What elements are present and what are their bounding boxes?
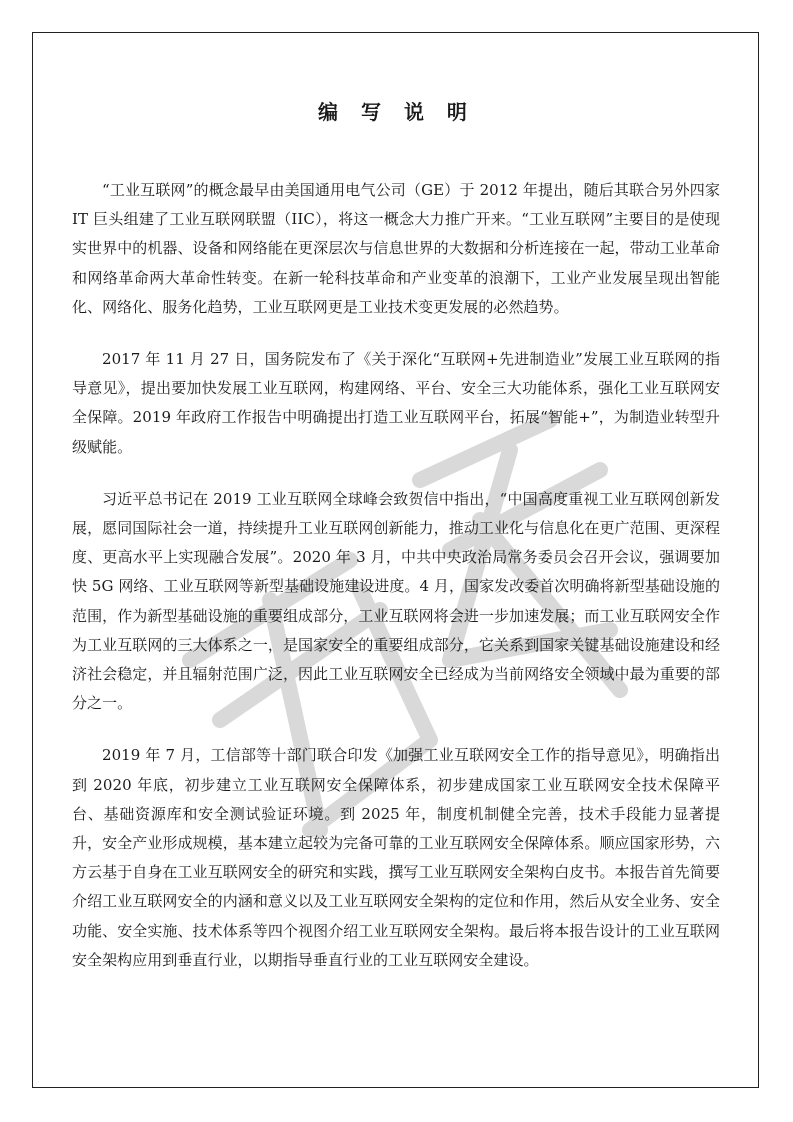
paragraph-4: 2019 年 7 月，工信部等十部门联合印发《加强工业互联网安全工作的指导意见》，明确指出到 2020 年底，初步建立工业互联网安全保障体系，初步建成国家工业互联网安全技术保障平台、基础资源库和安全测试验证环境。到 2025 年，制度机制健全完善，技术手段能力显著提升，安全产业形成规模，基本建立起较为完备可靠的工业互联网安全保障体系。顺应国家形势，六方云基于自身在工业互联网安全的研究和实践，撰写工业互联网安全架构白皮书。本报告首先简要介绍工业互联网安全的内涵和意义以及工业互联网安全架构的定位和作用，然后从安全业务、安全功能、安全实施、技术体系等四个视图介绍工业互联网安全架构。最后将本报告设计的工业互联网安全架构应用到垂直行业，以期指导垂直行业的工业互联网安全建设。 [72, 746, 720, 969]
document-body [72, 176, 720, 998]
paragraph-2: 2017 年 11 月 27 日，国务院发布了《关于深化“互联网+先进制造业”发展工业互联网的指导意见》，提出要加快发展工业互联网，构建网络、平台、安全三大功能体系，强化工业互联网安全保障。2019 年政府工作报告中明确提出打造工业互联网平台，拓展“智能+”，为制造业转型升级赋能。 [72, 350, 720, 456]
paragraph-3: 习近平总书记在 2019 工业互联网全球峰会致贺信中指出，“中国高度重视工业互联网创新发展，愿同国际社会一道，持续提升工业互联网创新能力，推动工业化与信息化在更广范围、更深程度、更高水平上实现融合发展”。2020 年 3 月，中共中央政治局常务委员会召开会议，强调要加快 5G 网络、工业互联网等新型基础设施建设进度。4 月，国家发改委首次明确将新型基础设施的范围，作为新型基础设施的重要组成部分，工业互联网将会进一步加速发展；而工业互联网安全作为工业互联网的三大体系之一，是国家安全的重要组成部分，它关系到国家关键基础设施建设和经济社会稳定，并且辐射范围广泛，因此工业互联网安全已经成为当前网络安全领域中最为重要的部分之一。 [72, 489, 720, 713]
paragraph-1: “工业互联网”的概念最早由美国通用电气公司（GE）于 2012 年提出，随后其联合另外四家 IT 巨头组建了工业互联网联盟（IIC），将这一概念大力推广开来。“工业互联网”主要目的是使现实世界中的机器、设备和网络能在更深层次与信息世界的大数据和分析连接在一起，带动工业革命和网络革命两大革命性转变。在新一轮科技革命和产业变革的浪潮下，工业产业发展呈现出智能化、网络化、服务化趋势，工业互联网更是工业技术变更发展的必然趋势。 [72, 181, 720, 316]
document-title: 编 写 说 明 [318, 100, 475, 124]
